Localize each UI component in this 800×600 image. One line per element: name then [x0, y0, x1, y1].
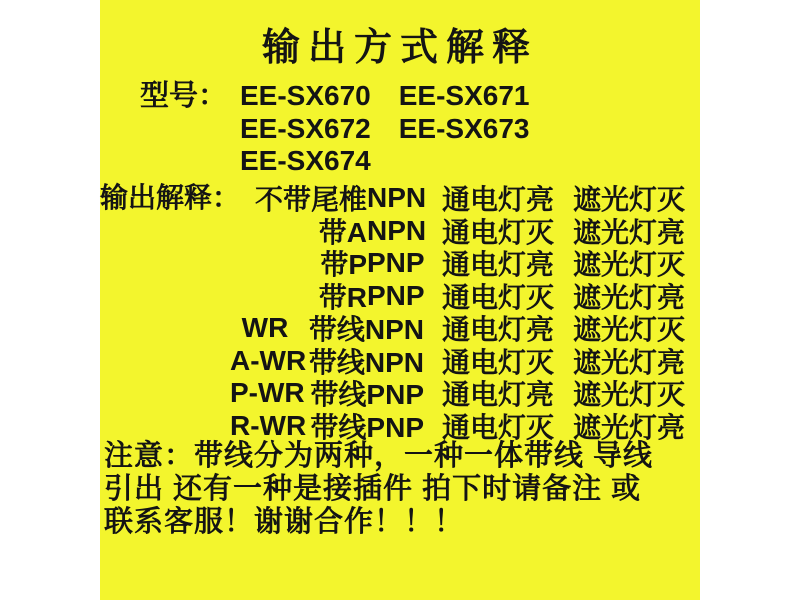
model-number: EE-SX670 [240, 80, 371, 112]
note-line: 注意：带线分为两种，一种一体带线 导线 [104, 440, 654, 472]
models-list [240, 80, 530, 178]
page-title: 输出方式解释 [261, 27, 538, 69]
note-section [104, 440, 698, 539]
cell-power-on-state: 通电灯灭 [442, 411, 555, 443]
cell-suffix: 不带尾椎 [254, 184, 367, 216]
models-line [240, 113, 530, 146]
cell-type: NPN [367, 214, 427, 246]
cell-suffix: 带P [320, 249, 367, 281]
output-row [230, 247, 685, 280]
cell-type: NPN [367, 182, 427, 214]
model-number: EE-SX673 [398, 112, 530, 144]
output-row [230, 215, 685, 248]
output-table-label: 输出解释： [100, 182, 241, 213]
output-row [230, 345, 685, 378]
output-row [230, 312, 685, 345]
models-line [240, 145, 530, 178]
cell-suffix: 带A [318, 216, 367, 248]
cell-light-blocked-state: 遮光灯亮 [573, 216, 686, 248]
model-number: EE-SX671 [398, 80, 530, 112]
output-row [230, 280, 685, 313]
cell-suffix: A-WR [230, 344, 307, 376]
model-number: EE-SX672 [240, 112, 371, 144]
cell-suffix: WR [241, 312, 289, 344]
cell-suffix: P-WR [230, 377, 305, 409]
cell-light-blocked-state: 遮光灯亮 [573, 281, 686, 313]
cell-suffix: 带R [318, 281, 367, 313]
cell-power-on-state: 通电灯亮 [442, 184, 555, 216]
output-rows [230, 182, 685, 442]
cell-type: PNP [367, 279, 425, 311]
cell-type: 带线PNP [310, 411, 424, 443]
output-row [230, 377, 685, 410]
cell-type: 带线NPN [308, 346, 424, 378]
model-number: EE-SX674 [240, 145, 371, 177]
product-info-panel [100, 0, 700, 600]
models-section [140, 80, 530, 178]
cell-power-on-state: 通电灯灭 [442, 281, 555, 313]
cell-power-on-state: 通电灯灭 [442, 216, 555, 248]
output-row [230, 182, 685, 215]
cell-light-blocked-state: 遮光灯灭 [573, 379, 686, 411]
cell-light-blocked-state: 遮光灯亮 [573, 411, 686, 443]
cell-power-on-state: 通电灯灭 [442, 346, 555, 378]
cell-suffix: R-WR [230, 409, 307, 441]
cell-light-blocked-state: 遮光灯灭 [573, 249, 686, 281]
cell-power-on-state: 通电灯亮 [442, 249, 555, 281]
cell-light-blocked-state: 遮光灯亮 [573, 346, 686, 378]
cell-power-on-state: 通电灯亮 [442, 379, 555, 411]
note-line: 引出 还有一种是接插件 拍下时请备注 或 [104, 473, 642, 505]
models-label: 型号： [140, 80, 228, 112]
cell-type: 带线PNP [310, 379, 424, 411]
cell-type: PNP [367, 247, 425, 279]
output-explanation-table [100, 182, 685, 442]
output-row [230, 410, 685, 443]
cell-type: 带线NPN [308, 314, 424, 346]
models-line [240, 80, 530, 113]
cell-power-on-state: 通电灯亮 [442, 314, 555, 346]
cell-light-blocked-state: 遮光灯灭 [573, 314, 686, 346]
note-line: 联系客服！谢谢合作！！！ [104, 506, 465, 538]
cell-light-blocked-state: 遮光灯灭 [573, 184, 686, 216]
